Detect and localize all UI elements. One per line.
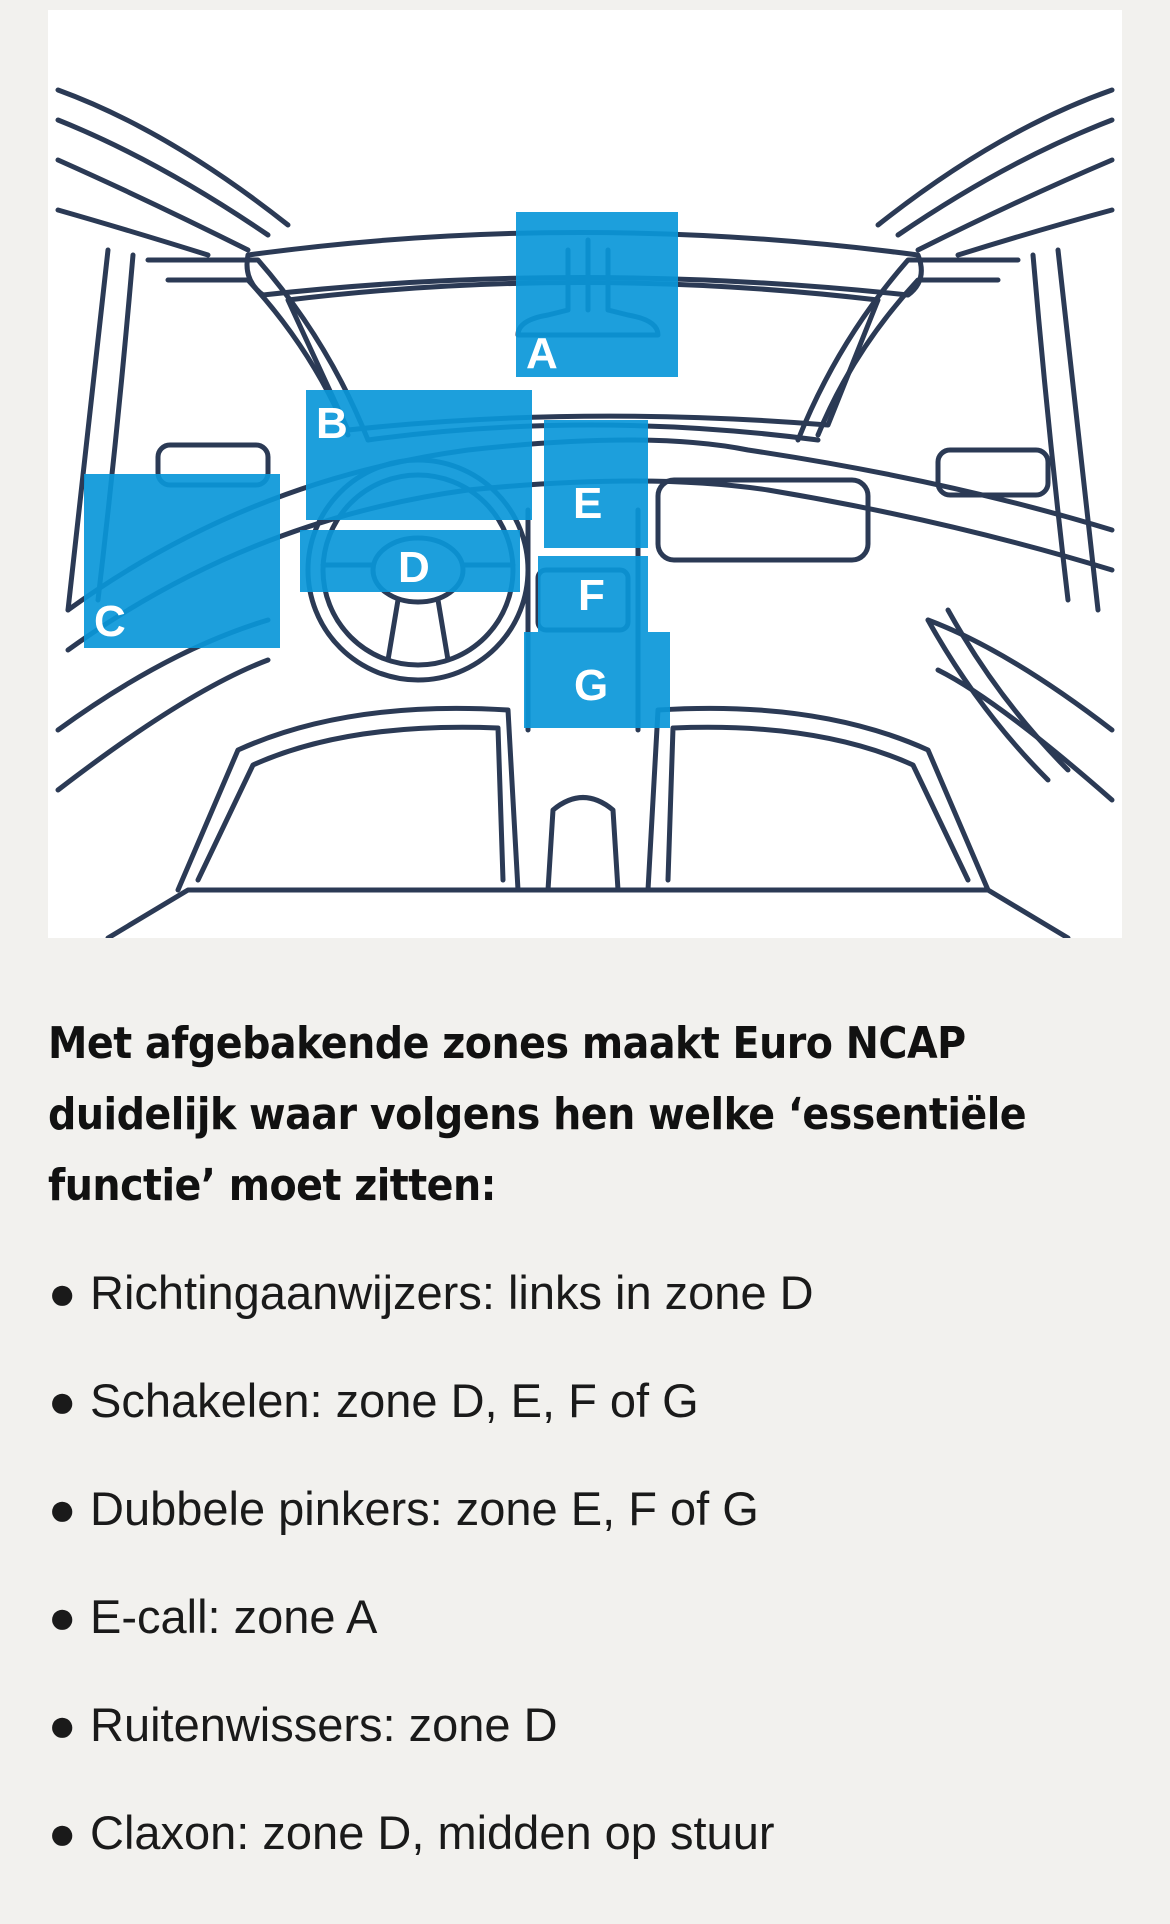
list-item-text: Ruitenwissers: zone D: [90, 1698, 558, 1751]
list-item: [48, 1366, 1128, 1474]
list-item: [48, 1798, 1128, 1906]
bullet-icon: ●: [48, 1482, 77, 1535]
bullet-icon: ●: [48, 1698, 77, 1751]
bullet-icon: ●: [48, 1806, 77, 1859]
zone-a: [516, 212, 678, 378]
list-item: [48, 1582, 1128, 1690]
zone-d-label: D: [398, 543, 430, 592]
zone-g-label: G: [574, 661, 609, 710]
functions-list: [48, 1258, 1128, 1906]
list-item: [48, 1258, 1128, 1366]
zone-d: [300, 530, 520, 592]
zone-b-label: B: [316, 399, 348, 448]
zone-f-label: F: [578, 571, 605, 620]
zone-a-label: A: [526, 329, 558, 378]
zone-e-label: E: [573, 479, 603, 528]
caption-heading: Met afgebakende zones maakt Euro NCAP duidelijk waar volgens hen welke ‘essentiële functie’ moet zitten:: [48, 1018, 1027, 1211]
car-interior-zones-figure: [48, 10, 1122, 938]
bullet-icon: ●: [48, 1590, 77, 1643]
bullet-icon: ●: [48, 1266, 77, 1319]
list-item-text: Dubbele pinkers: zone E, F of G: [90, 1482, 759, 1535]
list-item-text: E-call: zone A: [90, 1590, 378, 1643]
zone-c: [84, 474, 280, 648]
list-item-text: Claxon: zone D, midden op stuur: [90, 1806, 775, 1859]
car-interior-diagram: [48, 10, 1122, 938]
zone-g: [524, 632, 670, 728]
zone-e: [544, 420, 648, 548]
bullet-icon: ●: [48, 1374, 77, 1427]
zone-f: [538, 556, 648, 632]
list-item-text: Richtingaanwijzers: links in zone D: [90, 1266, 814, 1319]
zone-b: [306, 390, 532, 520]
zone-c-label: C: [94, 597, 126, 646]
list-item: [48, 1690, 1128, 1798]
list-item: [48, 1474, 1128, 1582]
list-item-text: Schakelen: zone D, E, F of G: [90, 1374, 699, 1427]
